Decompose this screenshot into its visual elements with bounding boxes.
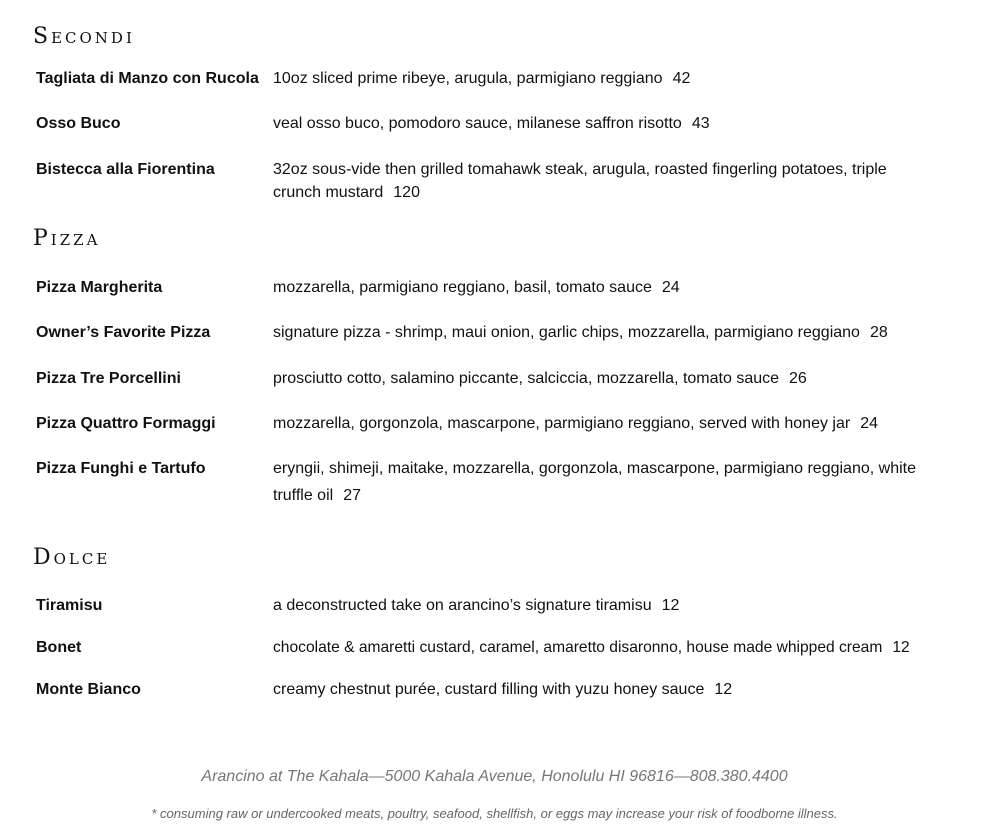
item-description-text: 32oz sous-vide then grilled tomahawk steak, arugula, roasted fingerling potatoes, triple crunch mustard — [273, 161, 887, 201]
item-description-text: creamy chestnut purée, custard filling with yuzu honey sauce — [273, 681, 705, 698]
item-description-text: eryngii, shimeji, maitake, mozzarella, gorgonzola, mascarpone, parmigiano reggiano, white truffle oil — [273, 460, 916, 504]
item-name: Bonet — [36, 639, 82, 656]
item-name: Pizza Margherita — [36, 279, 163, 296]
item-price: 28 — [869, 324, 888, 341]
item-description-text: a deconstructed take on arancino’s signature tiramisu — [273, 597, 652, 614]
item-description — [273, 67, 973, 90]
item-price: 27 — [343, 487, 361, 504]
item-name: Pizza Funghi e Tartufo — [36, 460, 206, 477]
item-price: 12 — [892, 639, 910, 656]
item-description — [273, 367, 973, 390]
section-title-secondi: Secondi — [33, 24, 135, 49]
item-name: Bistecca alla Fiorentina — [36, 161, 215, 178]
section-title-dolce: Dolce — [33, 545, 111, 570]
item-description — [273, 412, 973, 435]
item-name: Tiramisu — [36, 597, 103, 614]
footer-address: Arancino at The Kahala—5000 Kahala Avenue, Honolulu HI 96816—808.380.4400 — [201, 768, 788, 785]
item-name: Monte Bianco — [36, 681, 141, 698]
item-name: Pizza Quattro Formaggi — [36, 415, 216, 432]
item-description-text: mozzarella, parmigiano reggiano, basil, tomato sauce — [273, 279, 652, 296]
item-description-text: signature pizza - shrimp, maui onion, garlic chips, mozzarella, parmigiano reggiano — [273, 324, 860, 341]
section-title-pizza: Pizza — [33, 226, 101, 251]
item-description — [273, 158, 903, 204]
item-price: 43 — [691, 115, 710, 132]
item-description-text: veal osso buco, pomodoro sauce, milanese saffron risotto — [273, 115, 682, 132]
item-name: Owner’s Favorite Pizza — [36, 324, 211, 341]
item-description-text: chocolate & amaretti custard, caramel, amaretto disaronno, house made whipped cream — [273, 639, 883, 656]
item-price: 26 — [789, 370, 807, 387]
item-description-text: 10oz sliced prime ribeye, arugula, parmigiano reggiano — [273, 70, 663, 87]
item-description — [273, 112, 973, 135]
item-description — [273, 636, 973, 659]
item-price: 24 — [860, 415, 878, 432]
item-price: 24 — [661, 279, 680, 296]
item-description — [273, 594, 973, 617]
item-price: 120 — [393, 184, 420, 201]
item-name: Tagliata di Manzo con Rucola — [36, 70, 259, 87]
item-price: 12 — [714, 681, 733, 698]
item-description — [273, 321, 973, 344]
item-description-text: mozzarella, gorgonzola, mascarpone, parmigiano reggiano, served with honey jar — [273, 415, 851, 432]
item-name: Pizza Tre Porcellini — [36, 370, 181, 387]
item-description — [273, 455, 923, 509]
footer-disclaimer: * consuming raw or undercooked meats, poultry, seafood, shellfish, or eggs may increase your risk of foodborne illness. — [151, 806, 838, 821]
item-price: 12 — [661, 597, 680, 614]
item-description-text: prosciutto cotto, salamino piccante, salciccia, mozzarella, tomato sauce — [273, 370, 780, 387]
item-description — [273, 276, 973, 299]
item-name: Osso Buco — [36, 115, 121, 132]
item-description — [273, 678, 973, 701]
item-price: 42 — [672, 70, 691, 87]
